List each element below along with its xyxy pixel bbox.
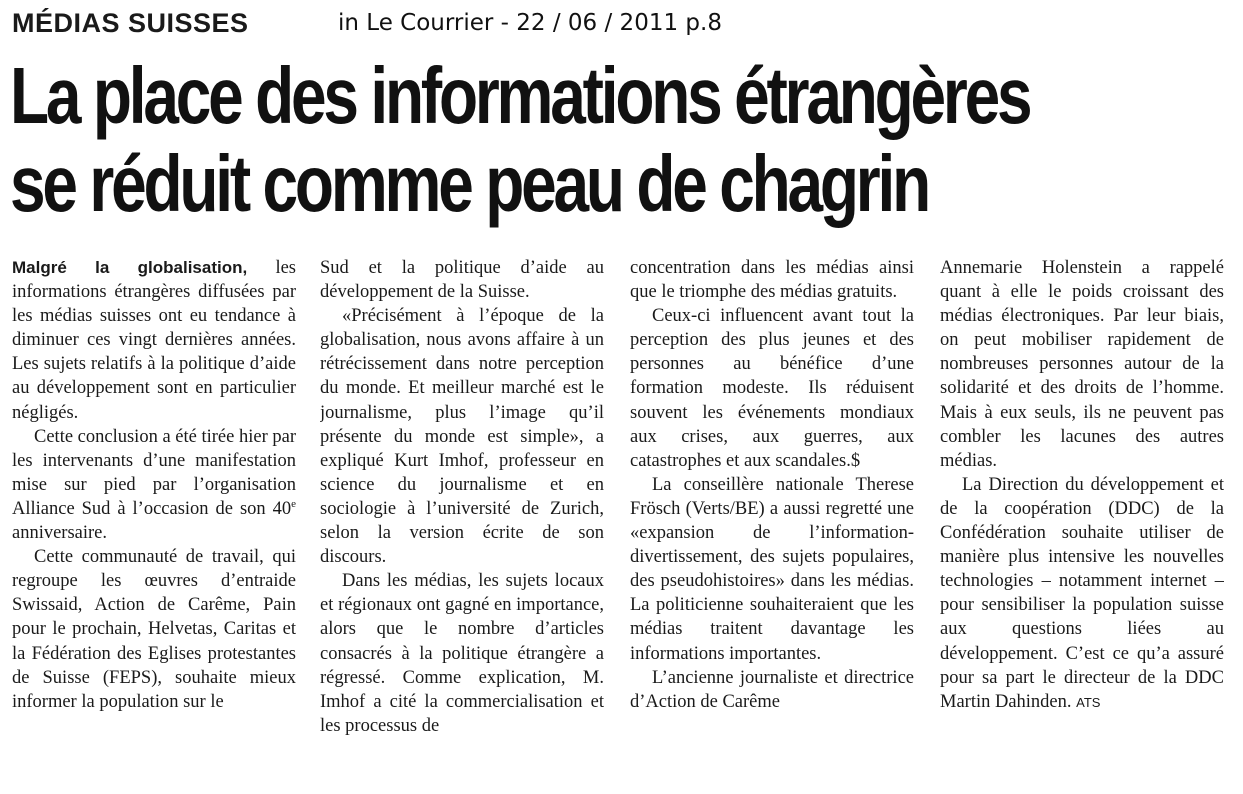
paragraph: Sud et la politique d’aide au développement de la Suisse. [320,258,604,303]
paragraph: L’ancienne journaliste et directrice d’Action de Carême [630,667,914,712]
article-column-3 [630,256,914,791]
paragraph [940,473,1224,715]
article-column-4 [940,256,1224,791]
paragraph-text: les informations étrangères diffusées par les médias suisses ont eu tendance à diminuer ces vingt dernières années. Les sujets relatifs à la politique d’aide au développement sont en particulier négligés. [12,258,296,423]
paragraph: La conseillère nationale Therese Frösch (Verts/BE) a aussi regretté une «expansion de l’information-divertissement, des sujets populaires, des pseudohistoires» dans les médias. La politicienne souhaiteraient que les médias traitent davantage les informations importantes. [630,474,914,664]
paragraph-text: Cette conclusion a été tirée hier par les intervenants d’une manifestation mise sur pied par l’organisation Alliance Sud à l’occasion de son 40 [12,426,296,519]
article-column-1 [12,256,296,791]
headline-line-1: La place des informations étrangères [10,51,1030,140]
paragraph: «Précisément à l’époque de la globalisation, nous avons affaire à un rétrécissement dans notre perception du monde. Et meilleur marché est le journalisme, plus l’image qu’il présente du monde est simple», a expliqué Kurt Imhof, professeur en science du journalisme et en sociologie à l’université de Zurich, selon la version écrite de son discours. [320,306,604,568]
article-headline [10,51,1030,228]
headline-line-2: se réduit comme peau de chagrin [10,139,928,228]
paragraph: Dans les médias, les sujets locaux et régionaux ont gagné en importance, alors que le nombre d’articles consacrés à la politique étrangère a régressé. Comme explication, M. Imhof a cité la commercialisation et les processus de [320,571,604,736]
paragraph [12,425,296,545]
paragraph-text: La Direction du développement et de la coopération (DDC) de la Confédération souhaite utiliser de manière plus intensive les nouvelles technologies – notamment internet – pour sensibiliser la population suisse aux questions liées au développement. C’est ce qu’a assuré pour sa part le directeur de la DDC Martin Dahinden. [940,474,1224,712]
paragraph-text: anniversaire. [12,523,108,544]
paragraph: Annemarie Holenstein a rappelé quant à elle le poids croissant des médias électroniques. Par leur biais, on peut mobiliser rapidement de nombreuses personnes autour de la solidarité et des droits de l’homme. Mais à eux seuls, ils ne peuvent pas combler les lacunes des autres médias. [940,258,1224,471]
lead-in: Malgré la globalisation, [12,258,248,277]
article-column-2 [320,256,604,791]
paragraph: Ceux-ci influencent avant tout la perception des plus jeunes et des personnes au bénéfice d’une formation modeste. Ils réduisent souvent les événements mondiaux aux crises, aux guerres, aux catastrophes et aux scandales.$ [630,306,914,471]
paragraph: concentration dans les médias ainsi que le triomphe des médias gratuits. [630,258,914,303]
agency-credit: ATS [1076,694,1101,710]
paragraph [12,256,296,425]
paragraph: Cette communauté de travail, qui regroupe les œuvres d’entraide Swissaid, Action de Carême, Pain pour le prochain, Helvetas, Caritas et la Fédération des Eglises protestantes de Suisse (FEPS), souhaite mieux informer la population sur le [12,547,296,712]
source-citation: in Le Courrier - 22 / 06 / 2011 p.8 [338,10,722,36]
ordinal-superscript: e [291,497,296,510]
section-kicker: MÉDIAS SUISSES [12,8,249,38]
